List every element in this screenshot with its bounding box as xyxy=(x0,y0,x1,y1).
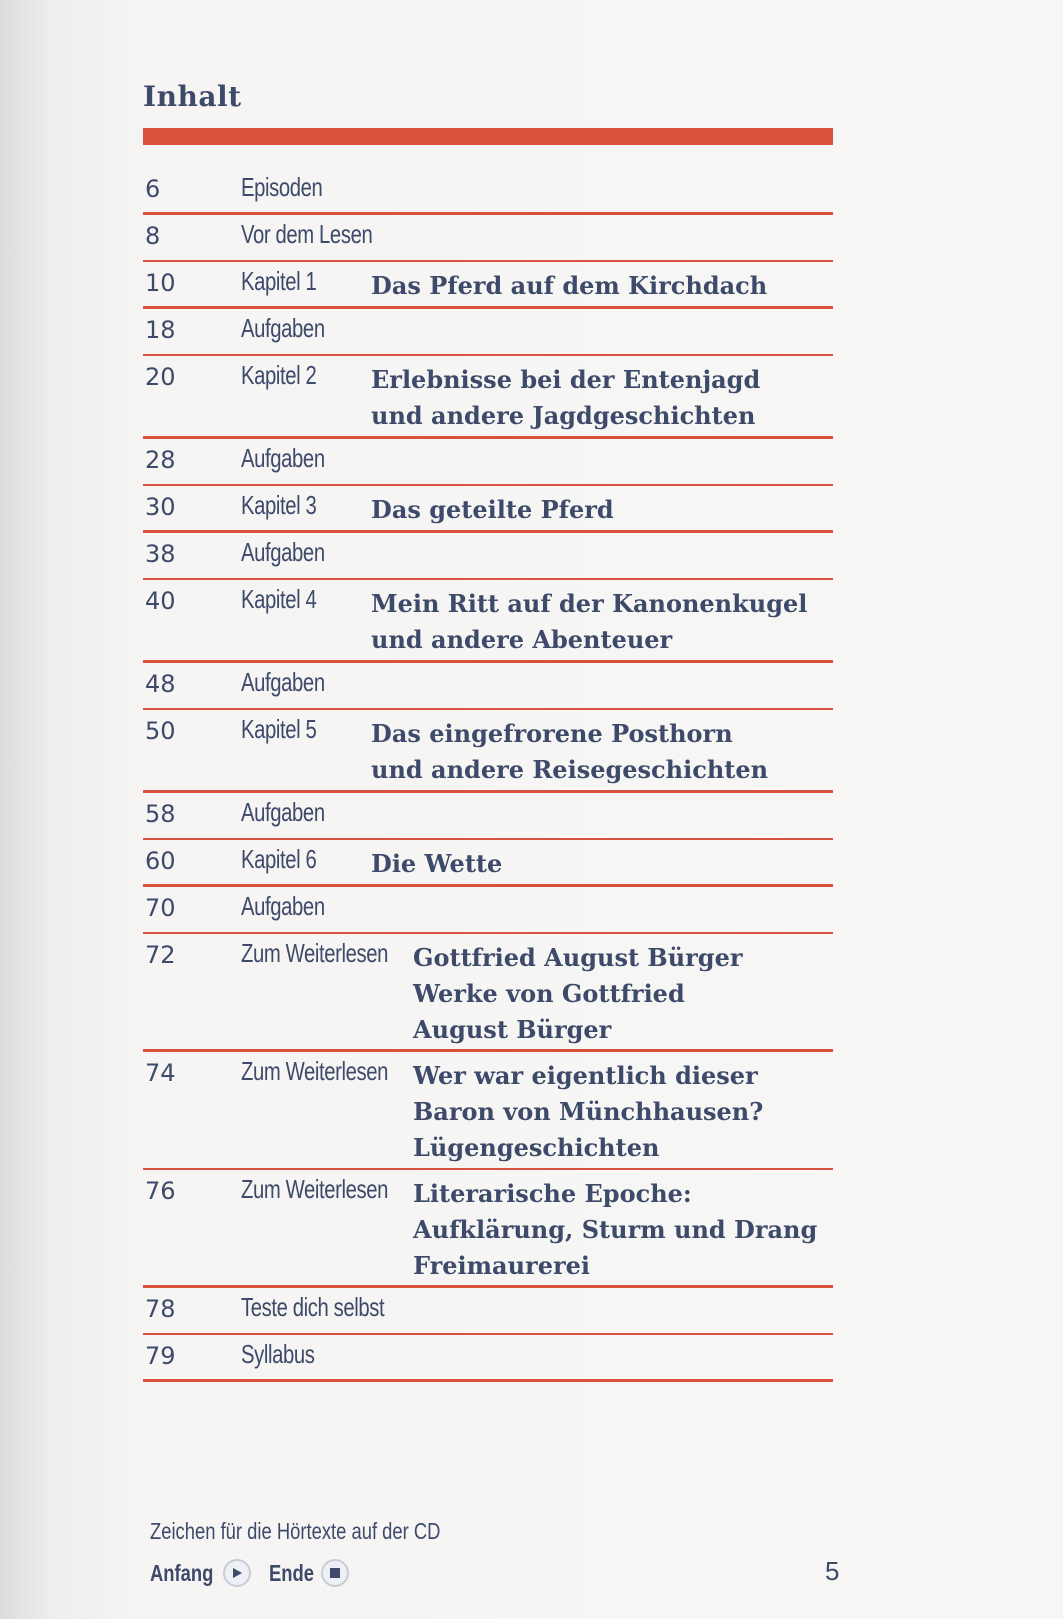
toc-section-label: Zum Weiterlesen xyxy=(241,1174,389,1204)
toc-entry xyxy=(143,486,833,533)
toc-title-line: Das Pferd auf dem Kirchdach xyxy=(371,271,768,300)
toc-chapter-title xyxy=(413,1176,817,1284)
toc-section-label: Kapitel 3 xyxy=(241,490,317,520)
toc-entry xyxy=(143,356,833,439)
toc-title-line: und andere Abenteuer xyxy=(371,625,673,654)
toc-chapter-title xyxy=(371,362,760,434)
toc-chapter-title xyxy=(371,586,807,658)
toc-page-number: 38 xyxy=(145,540,176,568)
toc-entry xyxy=(143,793,833,840)
toc-title-line: und andere Reisegeschichten xyxy=(371,755,769,784)
toc-title-line: Lügengeschichten xyxy=(413,1133,660,1162)
toc-page-number: 18 xyxy=(145,316,176,344)
toc-section-label: Kapitel 1 xyxy=(241,266,317,296)
toc-page-number: 50 xyxy=(145,717,176,745)
toc-section-label: Kapitel 5 xyxy=(241,714,317,744)
page-title: Inhalt xyxy=(143,80,242,113)
toc-entry xyxy=(143,262,833,309)
toc-entry xyxy=(143,439,833,486)
title-rule xyxy=(143,128,833,145)
stop-icon xyxy=(321,1559,349,1587)
toc-entry xyxy=(143,168,833,215)
toc-entry xyxy=(143,710,833,793)
toc-title-line: August Bürger xyxy=(413,1015,612,1044)
toc-entry xyxy=(143,309,833,356)
toc-title-line: Literarische Epoche: xyxy=(413,1179,692,1208)
toc-section-label: Teste dich selbst xyxy=(241,1292,385,1322)
toc-page-number: 10 xyxy=(145,269,176,297)
toc-chapter-title xyxy=(371,846,502,882)
toc-page-number: 70 xyxy=(145,894,176,922)
toc-chapter-title xyxy=(371,716,768,788)
audio-legend-note: Zeichen für die Hörtexte auf der CD xyxy=(150,1518,441,1544)
toc-page-number: 8 xyxy=(145,222,161,250)
toc-chapter-title xyxy=(413,940,743,1048)
toc-page-number: 20 xyxy=(145,363,176,391)
toc-title-line: Aufklärung, Sturm und Drang xyxy=(413,1215,818,1244)
toc-title-line: Die Wette xyxy=(371,849,503,878)
toc-page-number: 58 xyxy=(145,800,176,828)
audio-legend xyxy=(150,1556,349,1590)
toc-entry xyxy=(143,1335,833,1382)
toc-entry xyxy=(143,215,833,262)
toc-title-line: Werke von Gottfried xyxy=(413,979,685,1008)
toc-section-label: Syllabus xyxy=(241,1339,315,1369)
end-label: Ende xyxy=(269,1559,315,1586)
toc-section-label: Aufgaben xyxy=(241,667,325,697)
toc-chapter-title xyxy=(371,268,767,304)
toc-entry xyxy=(143,1052,833,1170)
toc-section-label: Aufgaben xyxy=(241,443,325,473)
toc-page-number: 78 xyxy=(145,1295,176,1323)
toc-page-number: 60 xyxy=(145,847,176,875)
toc-entry xyxy=(143,840,833,887)
toc-page-number: 74 xyxy=(145,1059,176,1087)
toc-page-number: 48 xyxy=(145,670,176,698)
toc-page-number: 79 xyxy=(145,1342,176,1370)
toc-entry xyxy=(143,1170,833,1288)
toc-page-number: 72 xyxy=(145,941,176,969)
play-icon xyxy=(223,1559,251,1587)
toc-page-number: 76 xyxy=(145,1177,176,1205)
toc-section-label: Aufgaben xyxy=(241,797,325,827)
toc-section-label: Zum Weiterlesen xyxy=(241,938,389,968)
page-number: 5 xyxy=(825,1556,840,1586)
toc-title-line: und andere Jagdgeschichten xyxy=(371,401,756,430)
toc-title-line: Gottfried August Bürger xyxy=(413,943,743,972)
toc-entry xyxy=(143,887,833,934)
toc-page-number: 40 xyxy=(145,587,176,615)
toc-title-line: Das geteilte Pferd xyxy=(371,495,614,524)
toc-section-label: Kapitel 2 xyxy=(241,360,317,390)
toc-title-line: Mein Ritt auf der Kanonenkugel xyxy=(371,589,808,618)
toc-section-label: Episoden xyxy=(241,172,323,202)
toc-chapter-title xyxy=(371,492,614,528)
toc-section-label: Zum Weiterlesen xyxy=(241,1056,389,1086)
toc-entry xyxy=(143,1288,833,1335)
toc-title-line: Baron von Münchhausen? xyxy=(413,1097,764,1126)
toc-section-label: Aufgaben xyxy=(241,891,325,921)
toc-title-line: Das eingefrorene Posthorn xyxy=(371,719,733,748)
toc-chapter-title xyxy=(413,1058,763,1166)
toc-entry xyxy=(143,580,833,663)
toc-section-label: Aufgaben xyxy=(241,537,325,567)
toc-section-label: Vor dem Lesen xyxy=(241,219,373,249)
toc-section-label: Aufgaben xyxy=(241,313,325,343)
toc-page-number: 30 xyxy=(145,493,176,521)
toc-entry xyxy=(143,934,833,1052)
toc-section-label: Kapitel 4 xyxy=(241,584,317,614)
toc-title-line: Erlebnisse bei der Entenjagd xyxy=(371,365,761,394)
toc-entry xyxy=(143,663,833,710)
toc-page-number: 28 xyxy=(145,446,176,474)
toc-page-number: 6 xyxy=(145,175,161,203)
toc-title-line: Freimaurerei xyxy=(413,1251,590,1280)
start-label: Anfang xyxy=(150,1559,214,1586)
table-of-contents xyxy=(143,168,833,1382)
toc-title-line: Wer war eigentlich dieser xyxy=(413,1061,758,1090)
toc-section-label: Kapitel 6 xyxy=(241,844,317,874)
toc-entry xyxy=(143,533,833,580)
